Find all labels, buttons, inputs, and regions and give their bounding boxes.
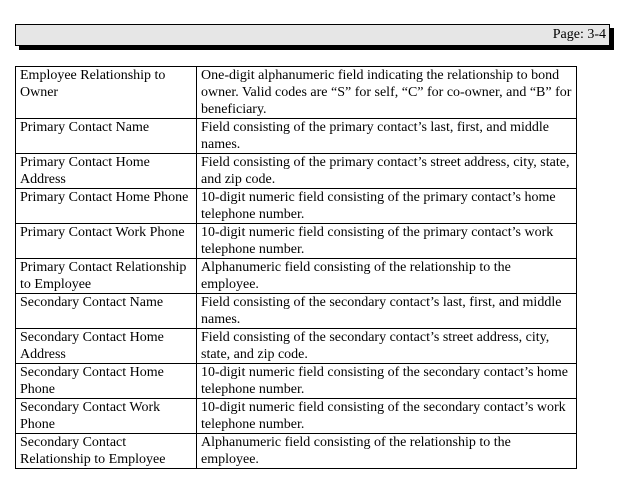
table-row (16, 434, 577, 469)
field-name: Primary Contact Home Address (16, 154, 197, 189)
field-description: 10-digit numeric field consisting of the secondary contact’s work telephone number. (197, 399, 577, 434)
field-description: Field consisting of the primary contact’s last, first, and middle names. (197, 119, 577, 154)
field-description: Alphanumeric field consisting of the relationship to the employee. (197, 434, 577, 469)
field-name: Secondary Contact Home Address (16, 329, 197, 364)
table-row (16, 259, 577, 294)
table-row (16, 364, 577, 399)
table-row (16, 294, 577, 329)
field-name: Primary Contact Name (16, 119, 197, 154)
field-name: Primary Contact Home Phone (16, 189, 197, 224)
field-name: Primary Contact Relationship to Employee (16, 259, 197, 294)
field-name: Employee Relationship to Owner (16, 67, 197, 119)
field-description: Alphanumeric field consisting of the relationship to the employee. (197, 259, 577, 294)
field-definitions-table (15, 66, 577, 469)
table-row (16, 154, 577, 189)
table-row (16, 399, 577, 434)
field-name: Secondary Contact Relationship to Employee (16, 434, 197, 469)
table-row (16, 224, 577, 259)
table-row (16, 67, 577, 119)
table-row (16, 329, 577, 364)
table-row (16, 189, 577, 224)
table-row (16, 119, 577, 154)
field-name: Primary Contact Work Phone (16, 224, 197, 259)
field-description: 10-digit numeric field consisting of the secondary contact’s home telephone number. (197, 364, 577, 399)
page-header (15, 24, 610, 46)
field-name: Secondary Contact Name (16, 294, 197, 329)
field-description: 10-digit numeric field consisting of the primary contact’s home telephone number. (197, 189, 577, 224)
field-name: Secondary Contact Work Phone (16, 399, 197, 434)
field-description: Field consisting of the primary contact’s street address, city, state, and zip code. (197, 154, 577, 189)
field-description: One-digit alphanumeric field indicating the relationship to bond owner. Valid codes are “S” for self, “C” for co-owner, and “B” for beneficiary. (197, 67, 577, 119)
field-description: Field consisting of the secondary contact’s last, first, and middle names. (197, 294, 577, 329)
page-number: Page: 3-4 (552, 27, 606, 42)
field-description: Field consisting of the secondary contact’s street address, city, state, and zip code. (197, 329, 577, 364)
field-description: 10-digit numeric field consisting of the primary contact’s work telephone number. (197, 224, 577, 259)
field-name: Secondary Contact Home Phone (16, 364, 197, 399)
